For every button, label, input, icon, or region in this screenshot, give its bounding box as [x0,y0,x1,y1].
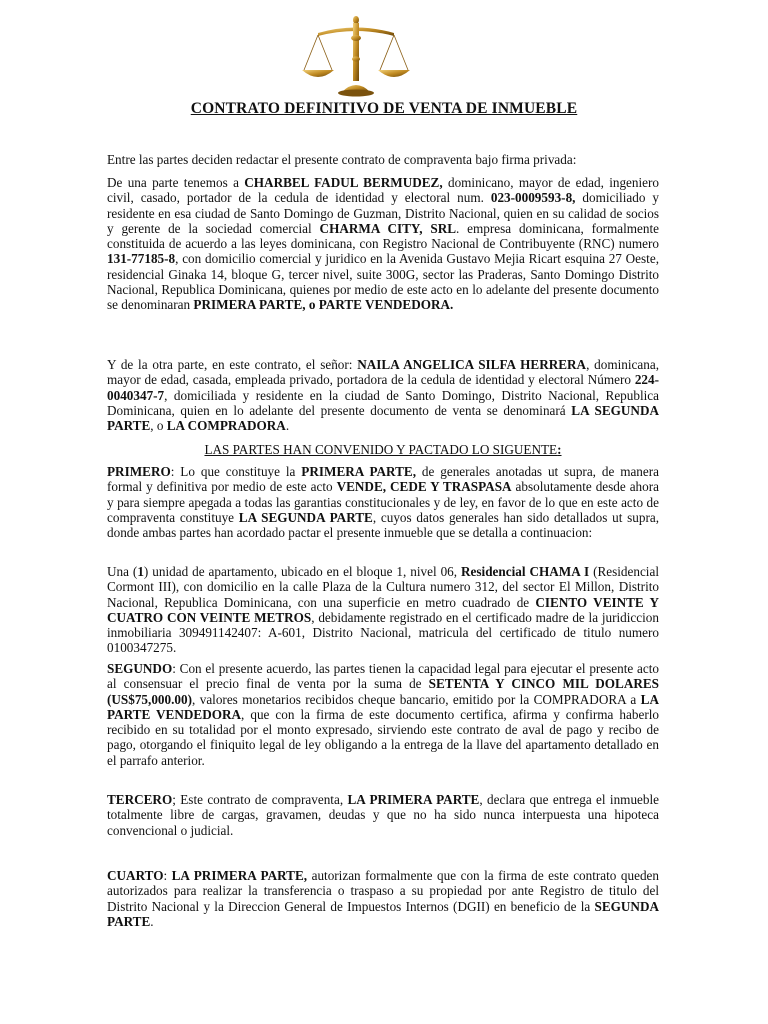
second-party-paragraph: Y de la otra parte, en este contrato, el señor: NAILA ANGELICA SILFA HERRERA, dominicana, mayor de edad, casada, empleada privado, portadora de la cedula de identidad y electoral Número 224-0040347-7, domiciliada y residente en la ciudad de Santo Domingo, Distrito Nacional, Republica Dominicana, quien en lo adelante del presente documento de venta se denominará LA SEGUNDA PARTE, o LA COMPRADORA. [107,357,659,434]
intro-paragraph: Entre las partes deciden redactar el presente contrato de compraventa bajo firma privada: [107,152,577,167]
clause-segundo: SEGUNDO: Con el presente acuerdo, las partes tienen la capacidad legal para ejecutar el presente acto al consensuar el precio final de venta por la suma de SETENTA Y CINCO MIL DOLARES (US$75,000.00), valores monetarios recibidos cheque bancario, emitido por la COMPRADORA a LA PARTE VENDEDORA, que con la firma de este documento certifica, afirma y confirma haberlo recibido en su totalidad por el monto expresado, sirviendo este contrato de aval de pago y recibo de pago, otorgando el finiquito legal de ley obligando a la entrega de la llave del apartamento detallado en el parrafo anterior. [107,661,659,768]
scales-of-justice-icon [298,14,414,98]
clause-cuarto: CUARTO: LA PRIMERA PARTE, autorizan formalmente que con la firma de este contrato queden autorizados para realizar la transferencia o traspaso a su propiedad por ante Registro de titulo del Distrito Nacional y la Direccion General de Impuestos Internos (DGII) en beneficio de la SEGUNDA PARTE. [107,868,659,929]
clause-tercero: TERCERO; Este contrato de compraventa, LA PRIMERA PARTE, declara que entrega el inmueble totalmente libre de cargas, gravamen, deudas y que no ha sido nunca interpuesta una hipoteca convencional o judicial. [107,792,660,838]
first-party-paragraph: De una parte tenemos a CHARBEL FADUL BERMUDEZ, dominicano, mayor de edad, ingeniero civil, casado, portador de la cedula de identidad y electoral num. 023-0009593-8, domiciliado y residente en esa ciudad de Santo Domingo de Guzman, Distrito Nacional, quien en su calidad de socios y gerente de la sociedad comercial CHARMA CITY, SRL. empresa dominicana, formalmente constituida de acuerdo a las leyes dominicana, con Registro Nacional de Contribuyente (RNC) numero 131-77185-8, con domicilio comercial y juridico en la Avenida Gustavo Mejia Ricart esquina 27 Oeste, residencial Ginaka 14, bloque G, tercer nivel, suite 300G, sector las Praderas, Santo Domingo Distrito Nacional, Republica Dominicana, quienes por medio de este acto en lo adelante del presente documento se denominaran PRIMERA PARTE, o PARTE VENDEDORA. [107,175,660,313]
document-title: CONTRATO DEFINITIVO DE VENTA DE INMUEBLE [190,100,578,117]
agreement-heading: LAS PARTES HAN CONVENIDO Y PACTADO LO SIGUENTE: [204,442,562,457]
property-description: Una (1) unidad de apartamento, ubicado en el bloque 1, nivel 06, Residencial CHAMA I (Residencial Cormont III), con domicilio en la calle Plaza de la Cultura numero 312, del sector El Millon, Distrito Nacional, Republica Dominicana, con una superficie en metro cuadrado de CIENTO VEINTE Y CUATRO CON VEINTE METROS, debidamente registrado en el certificado madre de la juridiccion inmobiliaria 309491142407: A-601, Distrito Nacional, matricula del certificado de titulo numero 0100347275. [107,564,659,656]
clause-primero: PRIMERO: Lo que constituye la PRIMERA PARTE, de generales anotadas ut supra, de manera formal y definitiva por medio de este acto VENDE, CEDE Y TRASPASA absolutamente desde ahora y para siempre apegada a todas las garantias constitucionales y de ley, en favor de lo que en este acto de compraventa constituye LA SEGUNDA PARTE, cuyos datos generales han sido detallados ut supra, donde ambas partes han acordado pactar el presente inmueble que se detalla a continuacion: [107,464,659,541]
